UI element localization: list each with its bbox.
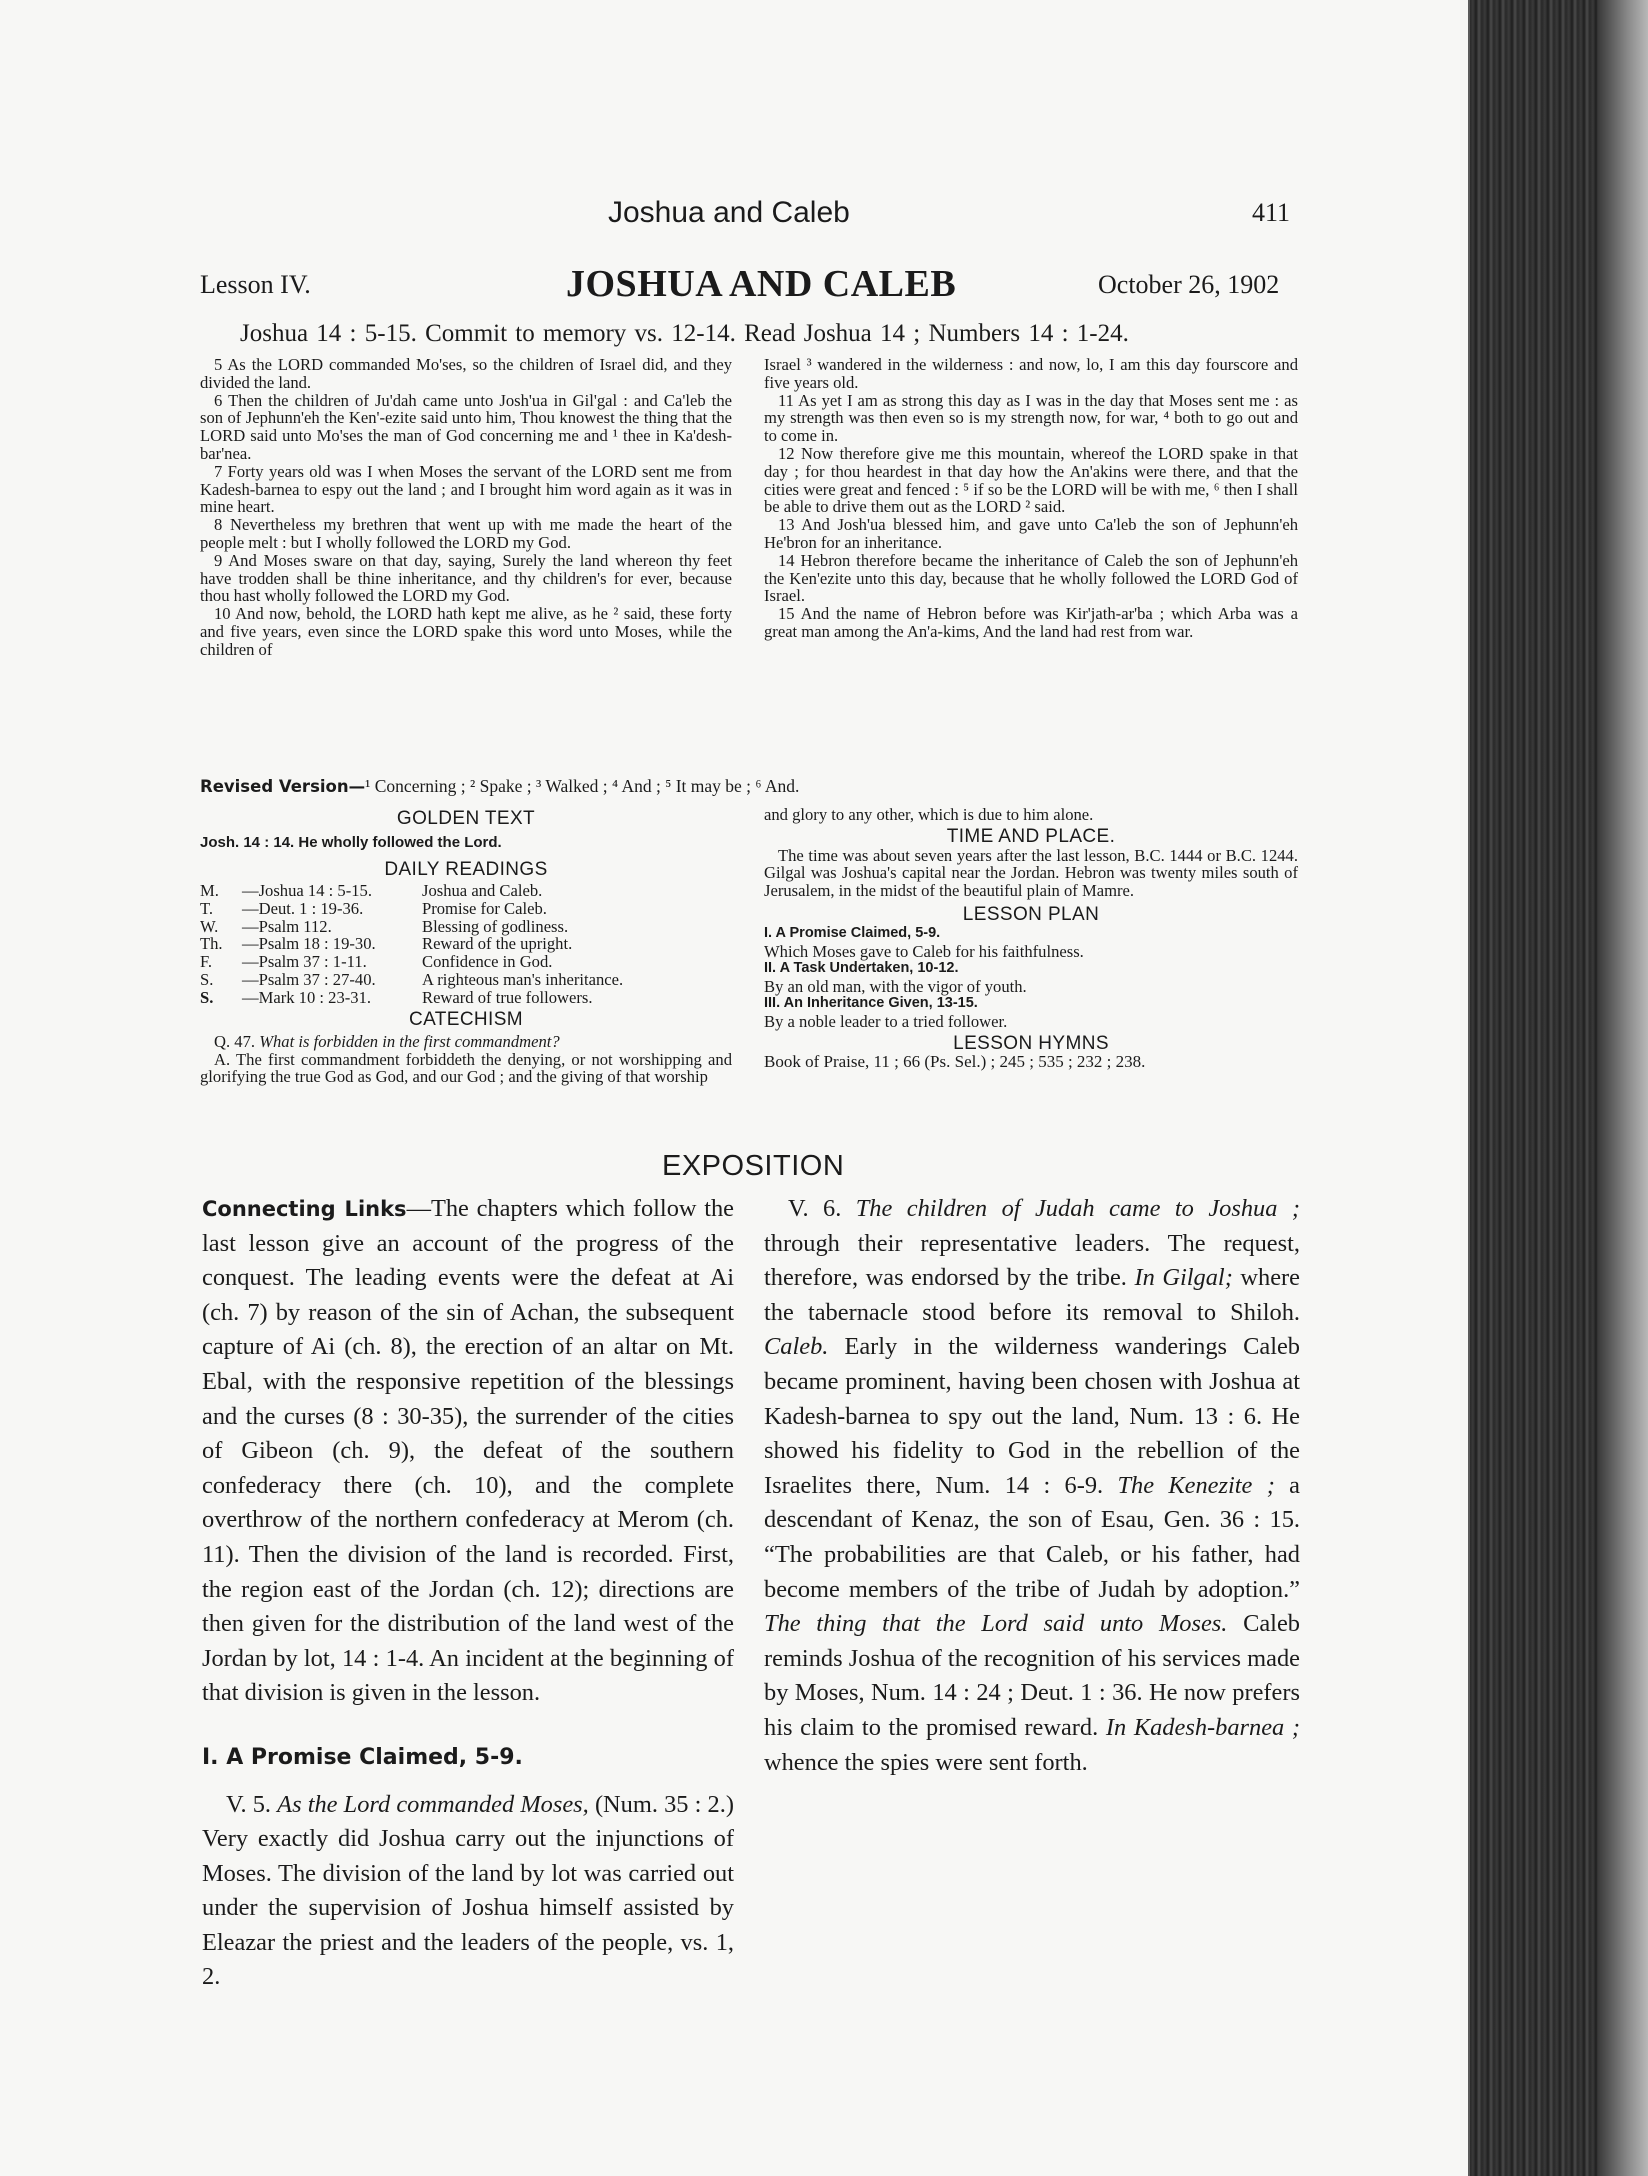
lesson-plan-item-title: III. An Inheritance Given, 13-15. xyxy=(764,995,978,1012)
reading-title: Reward of the upright. xyxy=(422,934,573,954)
verse: Israel ³ wandered in the wilderness : and now, lo, I am this day fourscore and five years old. xyxy=(764,355,1298,392)
reading-ref: —Mark 10 : 23-31. xyxy=(242,987,372,1007)
reading-ref: —Psalm 112. xyxy=(242,916,332,936)
revised-version-label: Revised Version— xyxy=(200,777,366,796)
verse-6-phrase: The Kenezite ; xyxy=(1117,1471,1275,1499)
lesson-plan-heading: LESSON PLAN xyxy=(962,903,1100,925)
verse-6-text: whence the spies were sent forth. xyxy=(764,1748,1088,1776)
golden-text-heading: GOLDEN TEXT xyxy=(396,808,536,829)
lesson-number: Lesson IV. xyxy=(200,270,311,299)
reading-row xyxy=(200,989,623,1007)
left-helps-column xyxy=(200,806,732,1086)
verse-6-phrase: Caleb. xyxy=(764,1333,829,1361)
verse: 6 Then the children of Ju'dah came unto Josh'ua in Gil'gal : and Ca'leb the son of Jephunn'eh the Ken'-ezite said unto him, Thou knowest the thing that the LORD said unto Mo'ses the man of God concerning me and ¹ thee in Ka'desh-bar'nea. xyxy=(200,390,732,463)
daily-readings-table xyxy=(200,882,623,1007)
reading-title: A righteous man's inheritance. xyxy=(422,969,624,989)
reading-ref: —Joshua 14 : 5-15. xyxy=(242,881,372,900)
connecting-links-paragraph xyxy=(202,1192,734,1711)
verse-5-text: (Num. 35 : 2.) Very exactly did Joshua carry out the injunctions of Moses. The division of the land by lot was carried out under the supervision of Joshua himself assisted by Eleazar the priest and the leaders of the people, vs. 1, 2. xyxy=(202,1790,734,1991)
verse: 10 And now, behold, the LORD hath kept me alive, as he ² said, these forty and five years, even since the LORD spake this word unto Moses, while the children of xyxy=(200,604,732,659)
reading-row xyxy=(200,935,623,953)
lesson-plan-item-sub: Which Moses gave to Caleb for his faithfulness. xyxy=(764,941,1084,961)
verse: 7 Forty years old was I when Moses the servant of the LORD sent me from Kadesh-barnea to espy out the land ; and I brought him word again as it was in mine heart. xyxy=(200,461,732,517)
verse-6-text: Early in the wilderness wanderings Caleb became prominent, having been chosen with Joshua at Kadesh-barnea to spy out the land, Num. 13 : 6. He showed his fidelity to God in the rebellion of the Israelites there, Num. 14 : 6-9. xyxy=(764,1333,1300,1499)
exposition-right-column xyxy=(764,1192,1300,1780)
page-number: 411 xyxy=(1252,198,1291,227)
reading-row xyxy=(200,953,623,971)
verse-6-paragraph xyxy=(764,1192,1300,1780)
verse-6-phrase: In Gilgal; xyxy=(1134,1264,1233,1292)
revised-version-text: ¹ Concerning ; ² Spake ; ³ Walked ; ⁴ And ; ⁵ It may be ; ⁶ And. xyxy=(365,776,800,796)
reading-day: S. xyxy=(200,969,214,989)
connecting-links-text: —The chapters which follow the last lesson give an account of the progress of the conquest. The leading events were the defeat at Ai (ch. 7) by reason of the sin of Achan, the subsequent capture of Ai (ch. 8), the erection of an altar on Mt. Ebal, with the responsive repetition of the blessings and the curses (8 : 30-35), the surrender of the cities of Gibeon (ch. 9), the defeat of the southern confederacy there (ch. 10), and the complete overthrow of the northern confederacy at Merom (ch. 11). Then the division of the land is recorded. First, the region east of the Jordan (ch. 12); directions are then given for the distribution of the land west of the Jordan by lot, 14 : 1-4. An incident at the beginning of that division is given in the lesson. xyxy=(202,1195,734,1707)
reading-title: Reward of true followers. xyxy=(422,987,593,1007)
daily-readings-heading: DAILY READINGS xyxy=(384,859,548,880)
running-title: Joshua and Caleb xyxy=(608,196,850,229)
connecting-links-label: Connecting Links xyxy=(202,1197,407,1221)
reading-day: S. xyxy=(200,987,214,1007)
verse: 13 And Josh'ua blessed him, and gave unto Ca'leb the son of Jephunn'eh He'bron for an inheritance. xyxy=(764,515,1298,552)
verse-5-paragraph xyxy=(202,1788,734,1996)
verse-6-text: through their representative leaders. The request, therefore, was endorsed by the tribe. xyxy=(764,1229,1300,1292)
catechism-answer: A. The first commandment forbiddeth the denying, or not worshipping and glorifying the true God as God, and our God ; and the giving of that worship xyxy=(200,1049,732,1087)
time-and-place-heading: TIME AND PLACE. xyxy=(946,825,1116,847)
catechism-question xyxy=(200,1033,732,1051)
verse-6-phrase: The thing that the Lord said unto Moses. xyxy=(764,1610,1228,1638)
catechism-heading: CATECHISM xyxy=(408,1008,524,1030)
reading-row xyxy=(200,971,623,989)
lesson-plan-item-title: II. A Task Undertaken, 10-12. xyxy=(764,960,959,977)
scripture-verses-left xyxy=(200,356,732,659)
lesson-plan-item-sub: By an old man, with the vigor of youth. xyxy=(764,976,1027,996)
reading-day: W. xyxy=(200,916,219,936)
section-heading: I. A Promise Claimed, 5-9. xyxy=(202,1744,523,1770)
lesson-plan-item-sub: By a noble leader to a tried follower. xyxy=(764,1012,1008,1032)
lesson-title: JOSHUA AND CALEB xyxy=(566,263,957,305)
catechism-answer-continued: and glory to any other, which is due to him alone. xyxy=(764,805,1094,824)
verse-6-text: where the tabernacle stood before its removal to Shiloh. xyxy=(764,1264,1300,1326)
reading-title: Joshua and Caleb. xyxy=(422,881,543,900)
time-and-place-text: The time was about seven years after the last lesson, B.C. 1444 or B.C. 1244. Gilgal was Joshua's capital near the Jordan. Hebron was twenty miles south of Jerusalem, in the midst of the beautiful plain of Mamre. xyxy=(764,845,1298,901)
scripture-verses-right xyxy=(764,356,1298,641)
lesson-plan-item-title: I. A Promise Claimed, 5-9. xyxy=(764,924,941,941)
verse-6-phrase: In Kadesh-barnea ; xyxy=(1105,1713,1300,1741)
verse-5-phrase: As the Lord commanded Moses, xyxy=(277,1790,589,1818)
reading-ref: —Psalm 37 : 27-40. xyxy=(242,969,376,989)
reading-ref: —Deut. 1 : 19-36. xyxy=(242,898,364,918)
exposition-left-column xyxy=(202,1192,734,1995)
lesson-hymns-text: Book of Praise, 11 ; 66 (Ps. Sel.) ; 245 ; 535 ; 232 ; 238. xyxy=(764,1052,1146,1072)
verse: 11 As yet I am as strong this day as I was in the day that Moses sent me : as my strength was then even so is my strength now, for war, ⁴ both to go out and to come in. xyxy=(764,390,1298,446)
verse-6-text: Caleb reminds Joshua of the recognition of his services made by Moses, Num. 14 : 24 ; Deut. 1 : 36. He now prefers his claim to the promised reward. xyxy=(764,1610,1300,1741)
reading-day: T. xyxy=(200,898,214,918)
verse: 8 Nevertheless my brethren that went up with me made the heart of the people melt : but I wholly followed the LORD my God. xyxy=(200,515,732,552)
reading-row xyxy=(200,918,623,936)
verse: 5 As the LORD commanded Mo'ses, so the children of Israel did, and they divided the land. xyxy=(200,355,732,392)
verse-6-phrase: The children of Judah came to Joshua ; xyxy=(855,1195,1300,1222)
reading-row xyxy=(200,882,623,900)
lesson-date: October 26, 1902 xyxy=(1098,270,1280,299)
reading-day: Th. xyxy=(200,934,223,954)
spine-highlight xyxy=(1598,0,1648,2176)
reading-row xyxy=(200,900,623,918)
lesson-hymns-heading: LESSON HYMNS xyxy=(953,1032,1109,1054)
verse: 12 Now therefore give me this mountain, whereof the LORD spake in that day ; for thou heardest in that day how the An'akins were there, and that the cities were great and fenced : ⁵ if so be the LORD will be with me, ⁶ then I shall be able to drive them out as the LORD ² said. xyxy=(764,443,1298,517)
exposition-heading: EXPOSITION xyxy=(662,1150,845,1182)
catechism-question-label: Q. 47. xyxy=(214,1031,256,1051)
reading-title: Promise for Caleb. xyxy=(422,898,547,918)
revised-version-line xyxy=(200,776,1300,797)
reading-title: Confidence in God. xyxy=(422,952,553,972)
verse: 14 Hebron therefore became the inheritance of Caleb the son of Jephunn'eh the Ken'ezite unto this day, because that he wholly followed the LORD God of Israel. xyxy=(764,550,1298,606)
verse-6-text: a descendant of Kenaz, the son of Esau, Gen. 36 : 15. “The probabilities are that Caleb, or his father, had become members of the tribe of Judah by adoption.” xyxy=(764,1471,1300,1603)
verse: 15 And the name of Hebron before was Kir'jath-ar'ba ; which Arba was a great man among the An'a-kims, And the land had rest from war. xyxy=(764,604,1298,641)
reading-day: F. xyxy=(200,952,213,972)
reading-ref: —Psalm 37 : 1-11. xyxy=(242,952,367,972)
reading-day: M. xyxy=(200,881,219,900)
right-helps-column xyxy=(764,806,1298,1071)
catechism-question-text: What is forbidden in the first commandment? xyxy=(259,1031,560,1051)
verse-5-label: V. 5. xyxy=(226,1790,272,1818)
verse-6-label: V. 6. xyxy=(788,1195,842,1222)
golden-text: Josh. 14 : 14. He wholly followed the Lord. xyxy=(200,834,502,851)
reading-title: Blessing of godliness. xyxy=(422,916,569,936)
verse: 9 And Moses sware on that day, saying, Surely the land whereon thy feet have trodden shall be thine inheritance, and thy children's for ever, because thou hast wholly followed the LORD my God. xyxy=(200,550,732,606)
reading-ref: —Psalm 18 : 19-30. xyxy=(242,934,376,954)
scripture-reference: Joshua 14 : 5-15. Commit to memory vs. 12-14. Read Joshua 14 ; Numbers 14 : 1-24. xyxy=(240,320,1129,347)
